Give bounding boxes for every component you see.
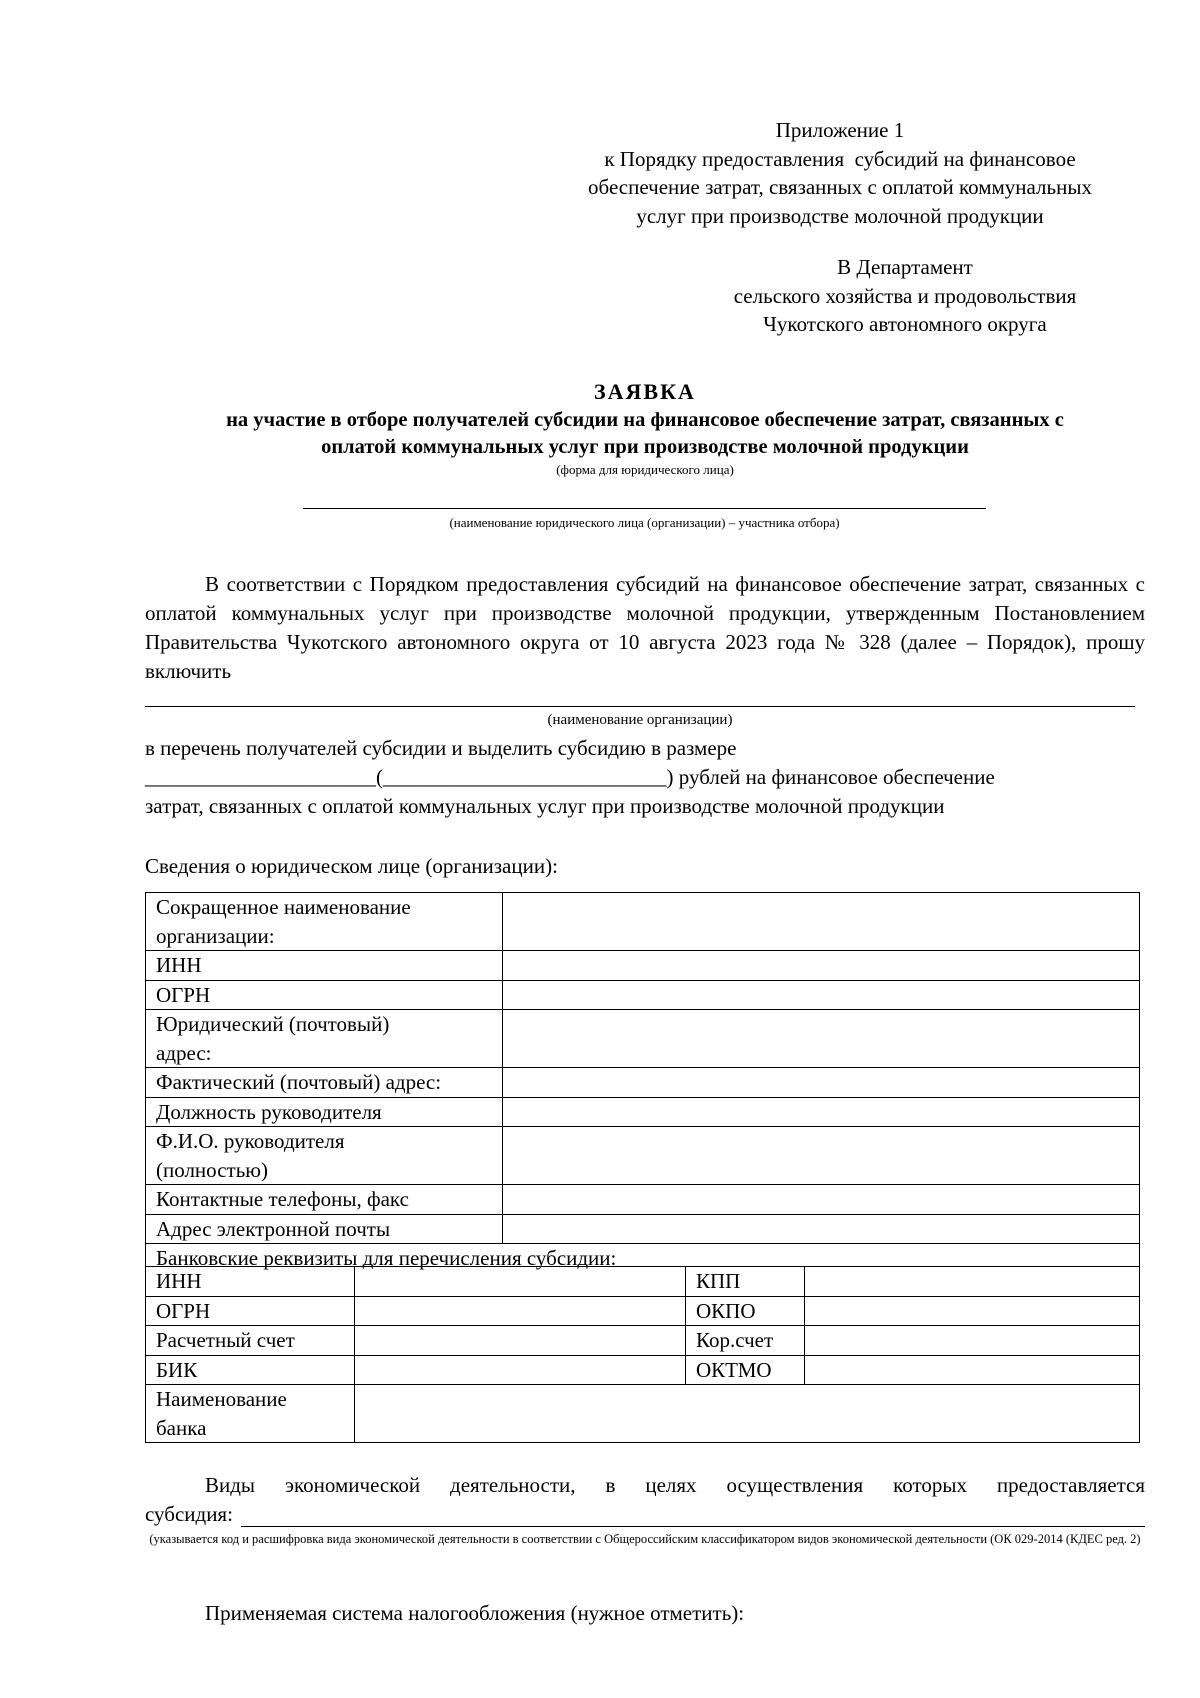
bank-details-table bbox=[145, 1266, 1140, 1443]
bank-value-cell[interactable] bbox=[805, 1267, 1140, 1297]
info-value-cell[interactable] bbox=[503, 1068, 1140, 1098]
appendix-header bbox=[505, 116, 1175, 230]
amount-line bbox=[145, 763, 1145, 792]
activities-line-1: Виды экономической деятельности, в целях осуществления которых предоставляется bbox=[205, 1473, 1145, 1497]
bank-label: БИК bbox=[146, 1355, 355, 1385]
info-row bbox=[146, 1214, 1140, 1244]
info-row bbox=[146, 1068, 1140, 1098]
title-form-note: (форма для юридического лица) bbox=[556, 462, 734, 477]
info-label: Адрес электронной почты bbox=[146, 1214, 503, 1244]
info-row bbox=[146, 1097, 1140, 1127]
info-label bbox=[146, 1010, 503, 1068]
appendix-line-4: услуг при производстве молочной продукции bbox=[636, 203, 1044, 228]
activities-line-2: субсидия: bbox=[145, 1502, 233, 1526]
bank-row bbox=[146, 1267, 1140, 1297]
title-subtitle-1: на участие в отборе получателей субсидии на финансовое обеспечение затрат, связанных с bbox=[226, 409, 1064, 431]
info-label-text: Юридический (почтовый) адрес: bbox=[156, 1012, 390, 1065]
info-label: ИНН bbox=[146, 951, 503, 981]
activity-code-line[interactable] bbox=[241, 1526, 1145, 1527]
info-row bbox=[146, 1127, 1140, 1185]
recipient-line-1: В Департамент bbox=[837, 255, 973, 279]
organization-info-table bbox=[145, 892, 1140, 1273]
info-row bbox=[146, 1010, 1140, 1068]
amount-number-blank[interactable]: ____________________ bbox=[145, 765, 355, 789]
bank-row bbox=[146, 1326, 1140, 1356]
info-label: ОГРН bbox=[146, 980, 503, 1010]
bank-name-label-text: Наименование банка bbox=[156, 1387, 287, 1440]
recipient-line-3: Чукотского автономного округа bbox=[763, 312, 1047, 336]
activity-code-caption: (указывается код и расшифровка вида экономической деятельности в соответствии с Общероссийским классификатором видов экономической деятельности (ОК 029-2014 (КДЕС ред. 2) bbox=[149, 1532, 1141, 1546]
bank-label: ОГРН bbox=[146, 1296, 355, 1326]
organization-caption: (наименование организации) bbox=[547, 712, 733, 728]
activities-section bbox=[145, 1471, 1145, 1547]
info-row bbox=[146, 951, 1140, 981]
bank-name-label bbox=[146, 1385, 355, 1443]
bank-value-cell[interactable] bbox=[355, 1296, 686, 1326]
info-label bbox=[146, 893, 503, 951]
info-row bbox=[146, 1185, 1140, 1215]
bank-value-cell[interactable] bbox=[805, 1326, 1140, 1356]
amount-suffix: ) рублей на финансовое обеспечение bbox=[666, 765, 995, 789]
legal-entity-name-line[interactable] bbox=[303, 508, 986, 509]
info-row bbox=[146, 893, 1140, 951]
bank-label: Кор.счет bbox=[686, 1326, 805, 1356]
bank-label: ОКТМО bbox=[686, 1355, 805, 1385]
intro-paragraph bbox=[145, 570, 1145, 686]
appendix-line-3: обеспечение затрат, связанных с оплатой коммунальных bbox=[588, 175, 1092, 199]
appendix-line-1: Приложение 1 bbox=[775, 118, 905, 142]
organization-name-line[interactable] bbox=[145, 706, 1135, 707]
bank-value-cell[interactable] bbox=[355, 1326, 686, 1356]
bank-row bbox=[146, 1296, 1140, 1326]
info-value-cell[interactable] bbox=[503, 893, 1140, 951]
intro-text: В соответствии с Порядком предоставления субсидий на финансовое обеспечение затрат, связанных с оплатой коммунальных услуг при производстве молочной продукции, утвержденным Постановлением Правительства Чукотского автономного округа от 10 августа 2023 года № 328 (далее – Порядок), прошу включить bbox=[145, 572, 1145, 683]
info-value-cell[interactable] bbox=[503, 1214, 1140, 1244]
bank-value-cell[interactable] bbox=[355, 1267, 686, 1297]
appendix-line-2: к Порядку предоставления субсидий на финансовое bbox=[604, 146, 1076, 171]
recipient-block bbox=[650, 253, 1160, 339]
info-value-cell[interactable] bbox=[503, 1097, 1140, 1127]
info-value-cell[interactable] bbox=[503, 1127, 1140, 1185]
info-label: Должность руководителя bbox=[146, 1097, 503, 1127]
bank-value-cell[interactable] bbox=[805, 1355, 1140, 1385]
info-label-text: Сокращенное наименование организации: bbox=[156, 895, 411, 948]
info-value-cell[interactable] bbox=[503, 1185, 1140, 1215]
bank-label: ОКПО bbox=[686, 1296, 805, 1326]
tax-system-line: Применяемая система налогообложения (нужное отметить): bbox=[205, 1601, 745, 1625]
info-value-cell[interactable] bbox=[503, 980, 1140, 1010]
bank-label: Расчетный счет bbox=[146, 1326, 355, 1356]
amount-words-blank[interactable]: __(___________________________ bbox=[355, 765, 667, 789]
bank-row bbox=[146, 1355, 1140, 1385]
bank-label: ИНН bbox=[146, 1267, 355, 1297]
info-heading: Сведения о юридическом лице (организации): bbox=[145, 854, 558, 878]
bank-value-cell[interactable] bbox=[355, 1355, 686, 1385]
bank-name-value-cell[interactable] bbox=[355, 1385, 1140, 1443]
document-title bbox=[145, 377, 1145, 479]
bank-name-row bbox=[146, 1385, 1140, 1443]
bank-label: КПП bbox=[686, 1267, 805, 1297]
legal-entity-caption: (наименование юридического лица (организации) – участника отбора) bbox=[449, 515, 840, 530]
costs-line: затрат, связанных с оплатой коммунальных услуг при производстве молочной продукции bbox=[145, 794, 945, 818]
info-label: Фактический (почтовый) адрес: bbox=[146, 1068, 503, 1098]
bank-details-heading: Банковские реквизиты для перечисления субсидии: bbox=[146, 1244, 1140, 1273]
info-value-cell[interactable] bbox=[503, 951, 1140, 981]
title-heading: ЗАЯВКА bbox=[594, 379, 696, 404]
bank-value-cell[interactable] bbox=[805, 1296, 1140, 1326]
recipient-line-2: сельского хозяйства и продовольствия bbox=[733, 283, 1077, 308]
title-subtitle-2: оплатой коммунальных услуг при производстве молочной продукции bbox=[321, 436, 969, 458]
info-value-cell[interactable] bbox=[503, 1010, 1140, 1068]
info-label-text: Ф.И.О. руководителя (полностью) bbox=[156, 1129, 345, 1182]
info-label: Контактные телефоны, факс bbox=[146, 1185, 503, 1215]
activities-line-2-wrap bbox=[145, 1500, 1145, 1529]
list-line: в перечень получателей субсидии и выделить субсидию в размере bbox=[145, 736, 737, 760]
info-row bbox=[146, 980, 1140, 1010]
info-label bbox=[146, 1127, 503, 1185]
